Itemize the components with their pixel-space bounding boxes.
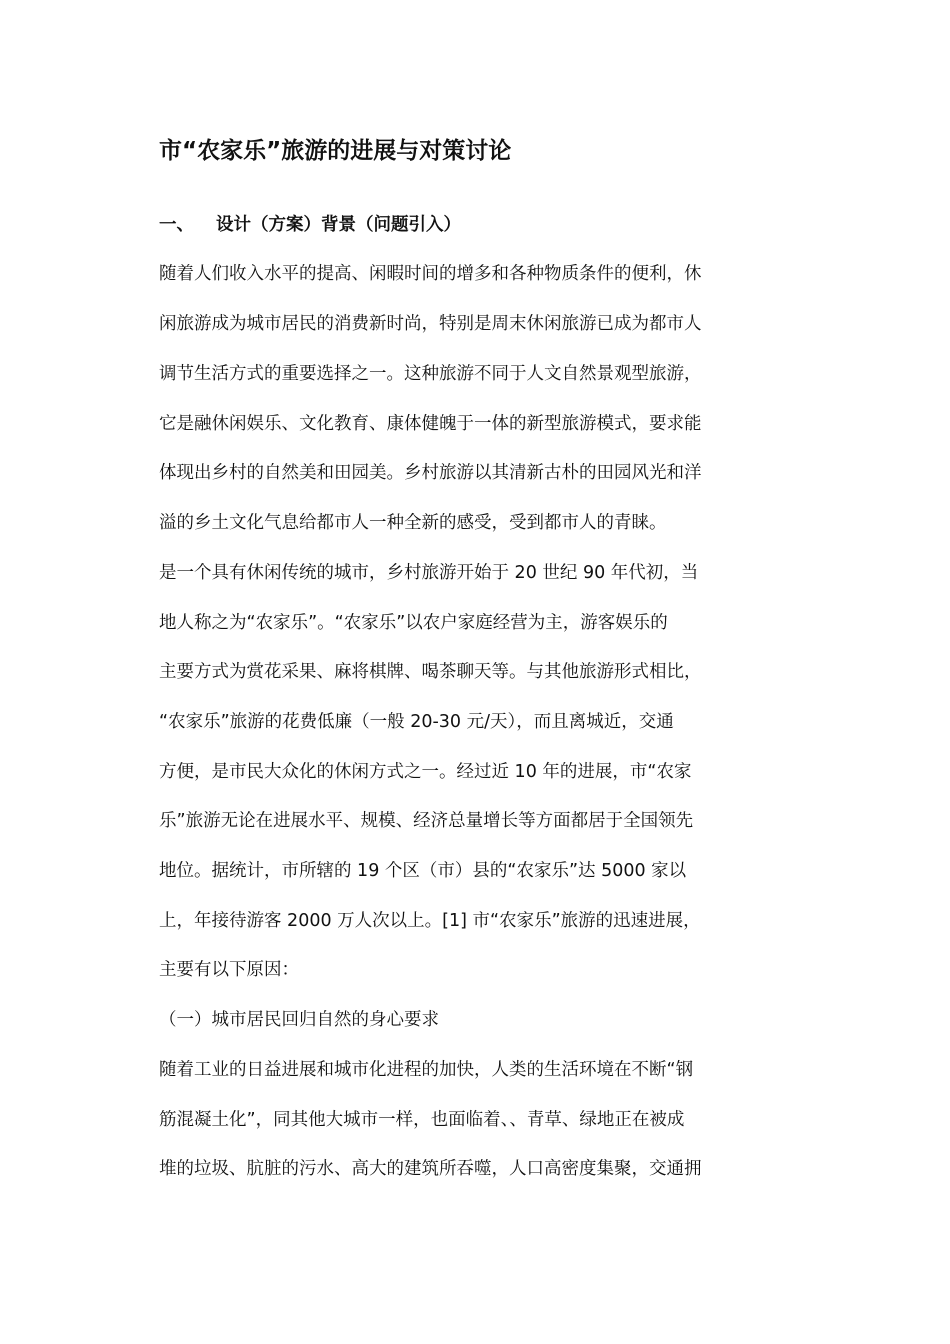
paragraph-line: 体现出乡村的自然美和田园美。乡村旅游以其清新古朴的田园风光和洋	[159, 463, 702, 483]
paragraph-line: 上，年接待游客 2000 万人次以上。[1] 市“农家乐”旅游的迅速进展，	[159, 911, 701, 931]
paragraph-line: 主要方式为赏花采果、麻将棋牌、喝茶聊天等。与其他旅游形式相比，	[159, 662, 702, 682]
paragraph-line: 调节生活方式的重要选择之一。这种旅游不同于人文自然景观型旅游，	[159, 364, 702, 384]
paragraph-line: 闲旅游成为城市居民的消费新时尚，特别是周末休闲旅游已成为都市人	[159, 314, 702, 334]
paragraph-line: 地位。据统计，市所辖的 19 个区（市）县的“农家乐”达 5000 家以	[159, 861, 687, 881]
paragraph-line: 地人称之为“农家乐”。“农家乐”以农户家庭经营为主，游客娱乐的	[159, 613, 668, 633]
paragraph-line: 乐”旅游无论在进展水平、规模、经济总量增长等方面都居于全国领先	[159, 811, 694, 831]
document-title: 市“农家乐”旅游的进展与对策讨论	[159, 138, 512, 164]
paragraph-line: 溢的乡土文化气息给都市人一种全新的感受，受到都市人的青睐。	[159, 513, 667, 533]
subsection-heading: （一）城市居民回归自然的身心要求	[159, 1010, 439, 1030]
section-number: 一、	[159, 215, 194, 235]
section-heading	[159, 209, 461, 241]
paragraph-line: 是一个具有休闲传统的城市，乡村旅游开始于 20 世纪 90 年代初，当	[159, 563, 699, 583]
paragraph-line: “农家乐”旅游的花费低廉（一般 20-30 元/天），而且离城近，交通	[159, 712, 674, 732]
paragraph-line: 堆的垃圾、肮脏的污水、高大的建筑所吞噬，人口高密度集聚，交通拥	[159, 1159, 702, 1179]
section-title: 设计（方案）背景（问题引入）	[216, 215, 461, 235]
paragraph-line: 主要有以下原因：	[159, 960, 299, 980]
paragraph-line: 方便，是市民大众化的休闲方式之一。经过近 10 年的进展，市“农家	[159, 762, 692, 782]
paragraph-line: 它是融休闲娱乐、文化教育、康体健魄于一体的新型旅游模式，要求能	[159, 414, 702, 434]
paragraph-line: 随着人们收入水平的提高、闲暇时间的增多和各种物质条件的便利，休	[159, 264, 702, 284]
paragraph-line: 随着工业的日益进展和城市化进程的加快，人类的生活环境在不断“钢	[159, 1060, 694, 1080]
paragraph-line: 筋混凝土化”，同其他大城市一样，也面临着、、青草、绿地正在被成	[159, 1110, 685, 1130]
